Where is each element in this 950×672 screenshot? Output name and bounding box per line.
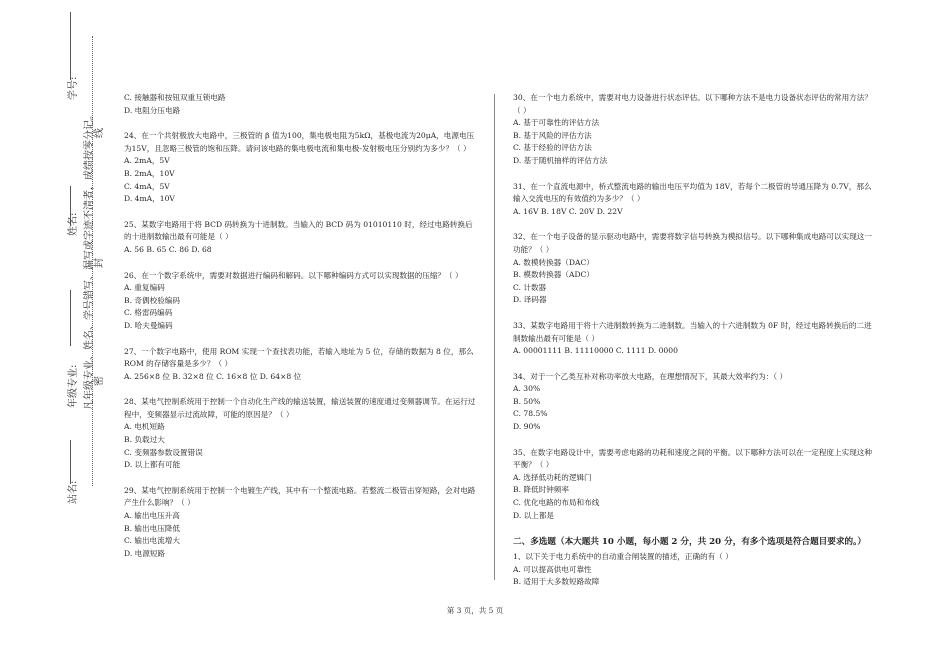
question-27	[124, 346, 476, 384]
option: C. 基于经验的评估方法	[513, 143, 592, 153]
school-label: 站名:	[68, 480, 79, 504]
option: B. 适用于大多数短路故障	[513, 577, 600, 587]
question-stem: 29、某电气控制系统用于控制一个电镀生产线，其中有一个整流电路。若整流二极管击穿短路，会对电路产生什么影响？（ ）	[124, 485, 476, 508]
option: C. 格雷码编码	[124, 308, 173, 318]
option: C. 计数器	[513, 282, 547, 292]
question-stem: 34、对于一个乙类互补对称功率放大电路，在理想情况下，其最大效率约为：（ ）	[513, 371, 788, 381]
question-28	[124, 396, 476, 472]
option: A. 重复编码	[124, 283, 165, 293]
option: A. 256×8 位 B. 32×8 位 C. 16×8 位 D. 64×8 位	[124, 371, 302, 381]
left-column	[124, 92, 476, 573]
binding-warning: 凡年级专业、姓名、学号错写、漏写或字迹不清者，成绩按零分记。	[84, 110, 95, 410]
option: C. 接触器和按钮双重互锁电路	[124, 93, 226, 102]
school-line	[70, 440, 71, 484]
option: B. 2mA，10V	[124, 168, 175, 178]
option: A. 56 B. 65 C. 86 D. 68	[124, 244, 212, 254]
question-stem: 30、在一个电力系统中，需要对电力设备进行状态评估。以下哪种方法不是电力设备状态评估的常用方法？（ ）	[513, 93, 872, 115]
section-title-multiple-choice: 二、多选题（本大题共 10 小题，每小题 2 分，共 20 分，有多个选项是符合题目要求的。）	[513, 537, 866, 548]
student-no-line	[70, 12, 71, 80]
option: C. 变频器参数设置错误	[124, 447, 203, 457]
option: D. 以上都有可能	[124, 460, 181, 470]
question-29	[124, 485, 476, 561]
option: A. 数模转换器（DAC）	[513, 257, 594, 267]
option: D. 基于随机抽样的评估方法	[513, 155, 608, 165]
option: A. 2mA，5V	[124, 156, 170, 166]
option: B. 模数转换器（ADC）	[513, 270, 594, 280]
option: B. 输出电压降低	[124, 523, 180, 533]
page-footer: 第 3 页，共 5 页	[446, 606, 504, 615]
option: B. 降低时钟频率	[513, 485, 569, 495]
option: D. 以上都是	[513, 510, 555, 520]
option: A. 30%	[513, 384, 541, 394]
option: A. 输出电压升高	[124, 511, 180, 521]
question-35	[513, 447, 878, 523]
question-23-continued	[124, 92, 476, 117]
question-stem: 31、在一个直流电源中，桥式整流电路的输出电压平均值为 18V，若每个二极管的导通压降为 0.7V，那么输入交流电压的有效值约为多少？（ ）	[513, 181, 872, 204]
option: B. 基于风险的评估方法	[513, 130, 592, 140]
question-stem: 33、某数字电路用于将十六进制数转换为二进制数。当输入的十六进制数为 0F 时，经过电路转换后的二进制数输出最有可能是（ ）	[513, 320, 872, 343]
option: A. 基于可靠性的评估方法	[513, 118, 600, 128]
question-30	[513, 92, 878, 168]
seal-mark-feng: 封	[94, 258, 105, 268]
seal-mark-xian: 线	[94, 128, 105, 138]
question-stem: 24、在一个共射极放大电路中，三极管的 β 值为100，集电极电阻为5kΩ，基极电流为20μA，电源电压为15V，且忽略三极管的饱和压降。请问该电路的集电极电流和集电极-发射极电压分别约为多少？（ ）	[124, 131, 475, 153]
option: C. 78.5%	[513, 409, 548, 419]
right-column	[513, 92, 878, 602]
seal-mark-mi: 密	[94, 376, 105, 386]
student-no-label: 学号:	[68, 76, 79, 100]
column-divider	[494, 94, 495, 580]
option: B. 负载过大	[124, 435, 165, 445]
option: D. 哈夫曼编码	[124, 320, 173, 330]
option: A. 16V B. 18V C. 20V D. 22V	[513, 206, 623, 216]
question-24	[124, 130, 476, 206]
option: B. 50%	[513, 396, 541, 406]
option: B. 奇偶校验编码	[124, 295, 180, 305]
question-stem: 26、在一个数字系统中，需要对数据进行编码和解码。以下哪种编码方式可以实现数据的压缩？（ ）	[124, 270, 463, 280]
name-label: 姓名:	[68, 212, 79, 236]
option: C. 输出电流增大	[124, 536, 180, 546]
question-stem: 32、在一个电子设备的显示驱动电路中，需要将数字信号转换为模拟信号。以下哪种集成电路可以实现这一功能？（ ）	[513, 232, 872, 254]
major-label: 年级专业:	[68, 364, 79, 408]
question-31	[513, 181, 878, 219]
question-33	[513, 320, 878, 358]
option: A. 可以提高供电可靠性	[513, 564, 592, 574]
binding-margin	[0, 0, 110, 672]
question-stem: 28、某电气控制系统用于控制一个自动化生产线的输送装置，输送装置的速度通过变频器调节。在运行过程中，变频器显示过流故障，可能的原因是？（ ）	[124, 397, 476, 419]
option: D. 电阻分压电路	[124, 105, 181, 115]
question-stem: 35、在数字电路设计中，需要考虑电路的功耗和速度之间的平衡。以下哪种方法可以在一定程度上实现这种平衡？（ ）	[513, 447, 872, 470]
question-stem: 25、某数字电路用于将 BCD 码转换为十进制数。当输入的 BCD 码为 01010110 时，经过电路转换后的十进制数输出最有可能是（ ）	[124, 219, 473, 242]
question-32	[513, 231, 878, 307]
option: D. 电源短路	[124, 548, 166, 558]
option: D. 译码器	[513, 295, 547, 305]
option: D. 4mA，10V	[124, 194, 175, 204]
question-34	[513, 371, 878, 434]
question-stem: 1、以下关于电力系统中的自动重合闸装置的描述，正确的有（ ）	[513, 552, 733, 562]
option: C. 优化电路的布局和布线	[513, 498, 600, 508]
question-25	[124, 219, 476, 257]
option: A. 00001111 B. 11110000 C. 1111 D. 0000	[513, 346, 678, 356]
option: A. 电机短路	[124, 422, 165, 432]
multi-question-1	[513, 551, 878, 589]
question-stem: 27、一个数字电路中，使用 ROM 实现一个查找表功能，若输入地址为 5 位，存储的数据为 8 位，那么 ROM 的存储容量是多少？（ ）	[124, 346, 474, 369]
option: D. 90%	[513, 422, 541, 432]
question-26	[124, 270, 476, 333]
major-line	[70, 290, 71, 346]
option: A. 选择低功耗的逻辑门	[513, 472, 592, 482]
option: C. 4mA，5V	[124, 181, 170, 191]
